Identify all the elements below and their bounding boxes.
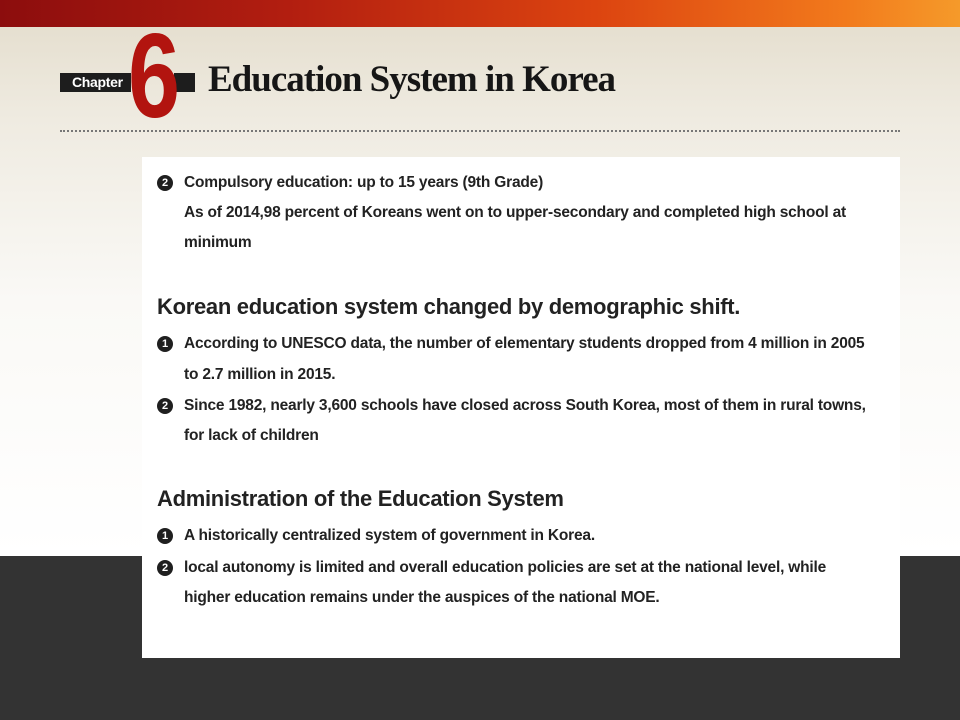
bullet-number: 2 bbox=[157, 175, 173, 191]
chapter-label-bar bbox=[174, 73, 195, 92]
section2-item2-line1: local autonomy is limited and overall education policies are set at the national level, while bbox=[184, 559, 827, 576]
section2-item1-line1: A historically centralized system of government in Korea. bbox=[184, 527, 595, 544]
section2-item2-line2: higher education remains under the auspices of the national MOE. bbox=[184, 589, 660, 606]
bullet-number: 2 bbox=[157, 398, 173, 414]
intro-line-1: Compulsory education: up to 15 years (9th Grade) bbox=[184, 174, 544, 191]
page-title: Education System in Korea bbox=[208, 59, 616, 100]
section1-item1-line2: to 2.7 million in 2015. bbox=[184, 366, 336, 383]
section-heading-administration: Administration of the Education System bbox=[157, 486, 564, 511]
title-divider bbox=[60, 130, 900, 132]
section1-item1-line1: According to UNESCO data, the number of elementary students dropped from 4 million in 2005 bbox=[184, 335, 865, 352]
section1-item2-line1: Since 1982, nearly 3,600 schools have closed across South Korea, most of them in rural towns, bbox=[184, 397, 866, 414]
bullet-number: 1 bbox=[157, 528, 173, 544]
section-heading-demographic: Korean education system changed by demographic shift. bbox=[157, 294, 741, 319]
intro-line-2: As of 2014,98 percent of Koreans went on to upper-secondary and completed high school at bbox=[184, 204, 846, 221]
chapter-number: 6 bbox=[128, 9, 177, 143]
chapter-label: Chapter bbox=[60, 73, 131, 92]
intro-line-3: minimum bbox=[184, 234, 252, 251]
bullet-number: 2 bbox=[157, 560, 173, 576]
section1-item2-line2: for lack of children bbox=[184, 427, 319, 444]
bullet-number: 1 bbox=[157, 336, 173, 352]
